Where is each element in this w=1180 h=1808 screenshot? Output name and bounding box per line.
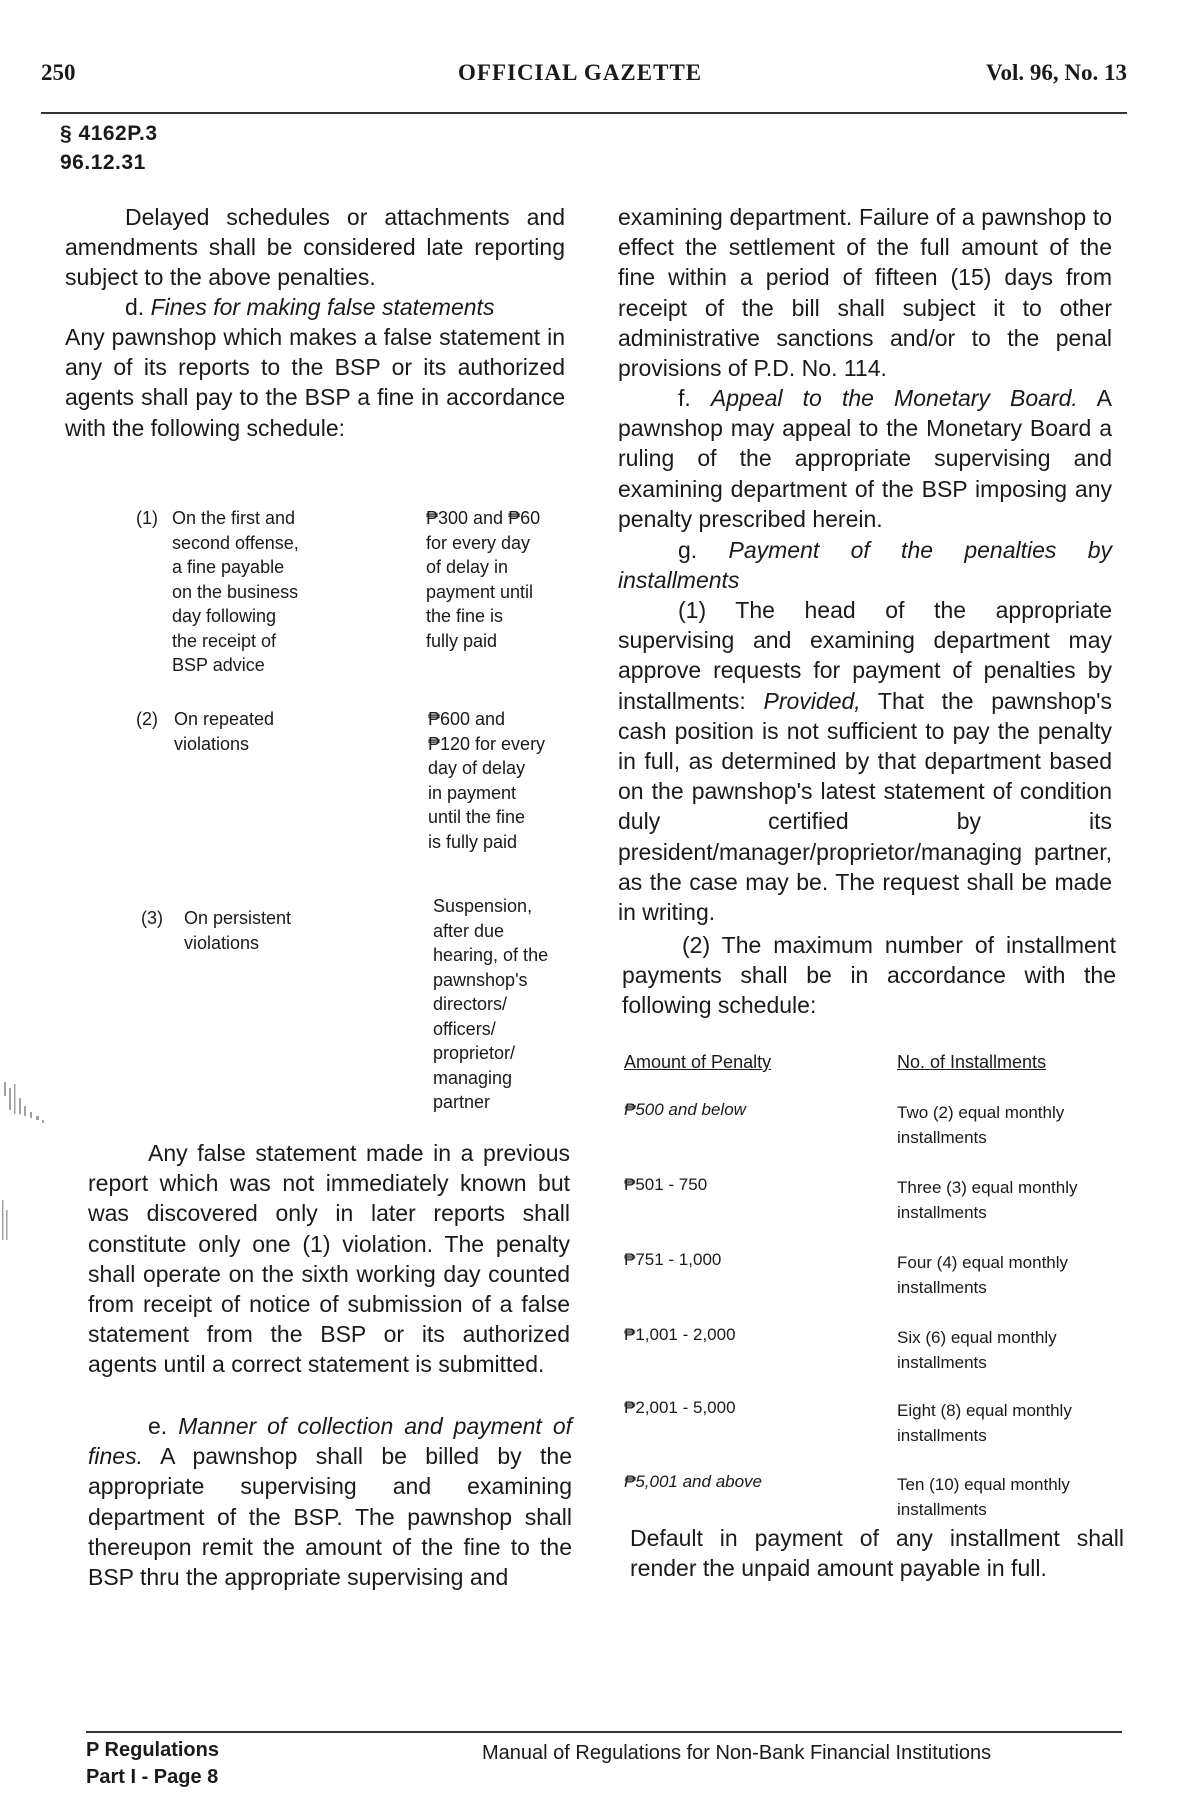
paragraph-installment-approval: (1) The head of the appropriate supervising and examining department may approve requests for payment of penalties by installments: Provided, That the pawnshop's cash position is not sufficient to pay the penalty in full, as determined by that department based on the pawnshop's latest statement of condition duly certified by its president/manager/proprietor/managing partner, as the case may be. The request shall be made in writing. [618, 597, 1112, 926]
schedule-condition-2 [174, 707, 374, 756]
schedule-penalty-line: after due [433, 920, 505, 941]
schedule-condition-line: On persistent [184, 908, 292, 928]
schedule-condition-line: On the first and [172, 508, 296, 528]
table-cell-amount: ₱1,001 - 2,000 [624, 1325, 736, 1344]
section-code: § 4162P.3 [60, 122, 158, 145]
schedule-condition-line: On repeated [174, 709, 275, 729]
table-cell-amount: ₱501 - 750 [624, 1175, 708, 1194]
schedule-penalty-line: Suspension, [433, 896, 533, 916]
schedule-penalty-1 [426, 506, 576, 653]
schedule-condition-line: day following [172, 606, 277, 626]
schedule-penalty-line: fully paid [426, 630, 498, 651]
table-cell-amount: ₱500 and below [624, 1100, 746, 1119]
table-cell-amount: ₱5,001 and above [624, 1472, 763, 1491]
table-cell-installments: Two (2) equal monthly installments [897, 1103, 1065, 1147]
schedule-penalty-line: directors/ [433, 994, 508, 1014]
schedule-condition-line: second offense, [172, 532, 299, 553]
schedule-penalty-3 [433, 894, 583, 1115]
paragraph-maximum-installments: (2) The maximum number of installment payments shall be in accordance with the following schedule: [622, 932, 1116, 1019]
schedule-condition-1 [172, 506, 372, 678]
schedule-penalty-line: the fine is [426, 606, 504, 626]
footer-manual-title: Manual of Regulations for Non-Bank Financial Institutions [482, 1742, 992, 1764]
footer-rule [86, 1731, 1122, 1733]
schedule-row-2: (2) [136, 709, 158, 729]
table-cell-amount: ₱751 - 1,000 [624, 1250, 722, 1269]
schedule-penalty-line: managing [433, 1067, 513, 1088]
schedule-penalty-line: day of delay [428, 758, 526, 778]
table-header-installments: No. of Installments [897, 1052, 1047, 1072]
table-cell-installments: Three (3) equal monthly installments [897, 1178, 1078, 1222]
table-cell-installments: Four (4) equal monthly installments [897, 1253, 1069, 1297]
schedule-row-1: (1) [136, 508, 158, 528]
schedule-condition-line: the receipt of [172, 630, 277, 651]
paragraph-late-reporting: Delayed schedules or attachments and amendments shall be considered late reporting subject to the above penalties. [65, 204, 565, 291]
paragraph-manner-of-collection: e. Manner of collection and payment of fines. A pawnshop shall be billed by the appropriate supervising and examining department of the BSP. The pawnshop shall thereupon remit the amount of the fine to the BSP thru the appropriate supervising and [88, 1413, 572, 1591]
schedule-penalty-2 [428, 707, 578, 854]
table-cell-amount: ₱2,001 - 5,000 [624, 1398, 736, 1417]
publication-title: OFFICIAL GAZETTE [458, 60, 703, 85]
table-cell-installments: Eight (8) equal monthly installments [897, 1401, 1072, 1445]
paragraph-examining-department: examining department. Failure of a pawnshop to effect the settlement of the full amount of the fine within a period of fifteen (15) days from receipt of the bill shall subject it to other administrative sanctions and/or to the penal provisions of P.D. No. 114. [618, 204, 1112, 382]
schedule-condition-line: on the business [172, 581, 299, 602]
table-header-amount: Amount of Penalty [624, 1052, 772, 1072]
paragraph-previous-false-statement: Any false statement made in a previous report which was not immediately known but was discovered only in later reports shall constitute only one (1) violation. The penalty shall operate on the sixth working day counted from receipt of notice of submission of a false statement from the BSP or its authorized agents until a correct statement is submitted. [88, 1140, 570, 1378]
schedule-penalty-line: is fully paid [428, 831, 518, 852]
schedule-condition-line: BSP advice [172, 655, 265, 675]
schedule-penalty-line: officers/ [433, 1018, 496, 1039]
header-rule [41, 112, 1127, 114]
section-date: 96.12.31 [60, 151, 146, 174]
schedule-condition-line: violations [184, 932, 260, 953]
paragraph-default-payment: Default in payment of any installment shall render the unpaid amount payable in full. [630, 1525, 1124, 1582]
table-cell-installments: Six (6) equal monthly installments [897, 1328, 1057, 1372]
schedule-penalty-line: ₱300 and ₱60 [426, 508, 541, 528]
schedule-penalty-line: ₱600 and [428, 709, 506, 729]
schedule-penalty-line: pawnshop's [433, 969, 528, 990]
item-g-title: g. Payment of the penalties by installments [618, 537, 1113, 594]
item-d-title: d. Fines for making false statements [125, 294, 495, 320]
table-cell-installments: Ten (10) equal monthly installments [897, 1475, 1070, 1519]
schedule-condition-line: violations [174, 733, 250, 754]
schedule-penalty-line: proprietor/ [433, 1043, 516, 1063]
schedule-penalty-line: of delay in [426, 557, 509, 577]
footer-regulations: P Regulations [86, 1739, 219, 1761]
schedule-penalty-line: payment until [426, 581, 534, 602]
schedule-penalty-line: partner [433, 1092, 491, 1112]
paragraph-false-statement-fine: Any pawnshop which makes a false statement in any of its reports to the BSP or its authorized agents shall pay to the BSP a fine in accordance with the following schedule: [65, 324, 565, 441]
schedule-condition-3 [184, 906, 384, 955]
volume-number: Vol. 96, No. 13 [986, 60, 1127, 85]
schedule-condition-line: a fine payable [172, 557, 285, 577]
schedule-row-3: (3) [141, 908, 163, 928]
schedule-penalty-line: until the fine [428, 807, 526, 827]
schedule-penalty-line: hearing, of the [433, 945, 549, 965]
schedule-penalty-line: for every day [426, 532, 531, 553]
footer-part-page: Part I - Page 8 [86, 1766, 219, 1788]
scan-noise-decoration [0, 1080, 60, 1240]
paragraph-appeal: f. Appeal to the Monetary Board. A pawnshop may appeal to the Monetary Board a ruling of the appropriate supervising and examining department of the BSP imposing any penalty prescribed herein. [618, 385, 1112, 532]
schedule-penalty-line: ₱120 for every [428, 733, 546, 754]
page-number: 250 [41, 60, 76, 85]
schedule-penalty-line: in payment [428, 782, 517, 803]
